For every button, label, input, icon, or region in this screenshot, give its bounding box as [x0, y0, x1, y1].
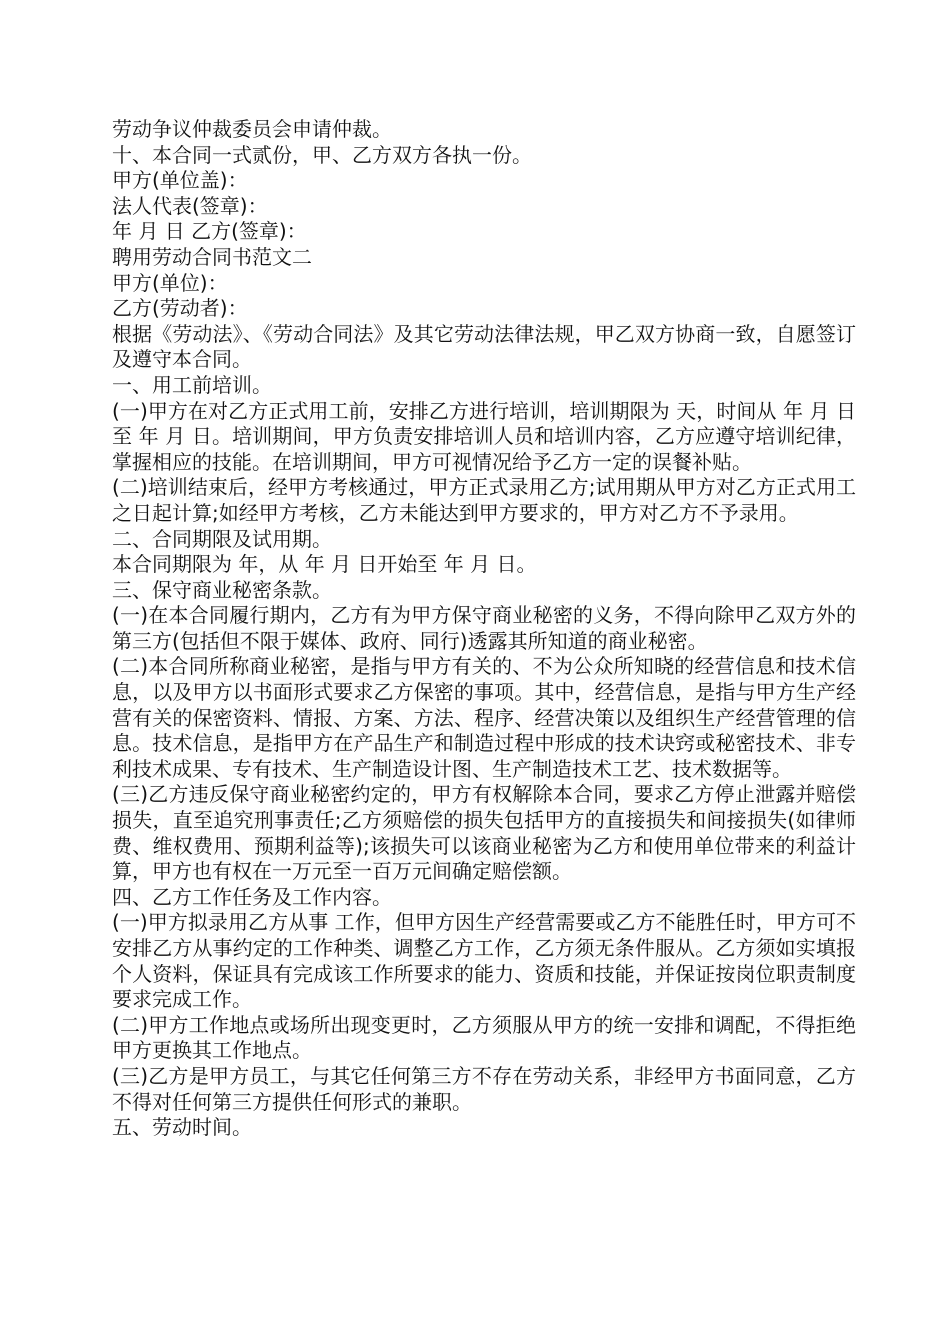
- paragraph-confidentiality-2: (二)本合同所称商业秘密，是指与甲方有关的、不为公众所知晓的经营信息和技术信息，以及甲方以书面形式要求乙方保密的事项。其中，经营信息，是指与甲方生产经营有关的保密资料、情报、方案、方法、程序、经营决策以及组织生产经营管理的信息。技术信息，是指甲方在产品生产和制造过程中形成的技术诀窍或秘密技术、非专利技术成果、专有技术、生产制造设计图、生产制造技术工艺、技术数据等。: [112, 654, 856, 781]
- section-heading-training: 一、用工前培训。: [112, 372, 272, 397]
- paragraph-party-b-worker: 乙方(劳动者)：: [112, 296, 248, 321]
- paragraph-date-party-b-signature: 年 月 日 乙方(签章)：: [112, 219, 307, 244]
- paragraph-duties-3: (三)乙方是甲方员工，与其它任何第三方不存在劳动关系，非经甲方书面同意，乙方不得对任何第三方提供任何形式的兼职。: [112, 1063, 856, 1114]
- paragraph-preamble: 根据《劳动法》、《劳动合同法》及其它劳动法律法规，甲乙双方协商一致，自愿签订及遵守本合同。: [112, 321, 856, 372]
- paragraph-term: 本合同期限为 年，从 年 月 日开始至 年 月 日。: [112, 552, 537, 577]
- paragraph-arbitration-end: 劳动争议仲裁委员会申请仲裁。: [112, 117, 392, 141]
- paragraph-duties-2: (二)甲方工作地点或场所出现变更时，乙方须服从甲方的统一安排和调配，不得拒绝甲方更换其工作地点。: [112, 1012, 856, 1063]
- paragraph-sample-two-title: 聘用劳动合同书范文二: [112, 244, 312, 269]
- paragraph-training-1: (一)甲方在对乙方正式用工前，安排乙方进行培训，培训期限为 天，时间从 年 月 日至 年 月 日。培训期间，甲方负责安排培训人员和培训内容，乙方应遵守培训纪律，掌握相应的技能。在培训期间，甲方可视情况给予乙方一定的误餐补贴。: [112, 398, 856, 474]
- paragraph-duties-1: (一)甲方拟录用乙方从事 工作，但甲方因生产经营需要或乙方不能胜任时，甲方可不安排乙方从事约定的工作种类、调整乙方工作，乙方须无条件服从。乙方须如实填报个人资料，保证具有完成该工作所要求的能力、资质和技能，并保证按岗位职责制度要求完成工作。: [112, 910, 856, 1012]
- section-heading-duties: 四、乙方工作任务及工作内容。: [112, 884, 392, 909]
- paragraph-confidentiality-1: (一)在本合同履行期内，乙方有为甲方保守商业秘密的义务，不得向除甲乙双方外的第三方(包括但不限于媒体、政府、同行)透露其所知道的商业秘密。: [112, 603, 856, 653]
- section-heading-confidentiality: 三、保守商业秘密条款。: [112, 577, 332, 602]
- paragraph-party-a-seal: 甲方(单位盖)：: [112, 168, 248, 193]
- paragraph-legal-rep-signature: 法人代表(签章)：: [112, 193, 268, 218]
- section-heading-working-hours: 五、劳动时间。: [112, 1115, 252, 1140]
- document-body: [112, 117, 856, 1141]
- paragraph-copies-clause: 十、本合同一式贰份，甲、乙方双方各执一份。: [112, 142, 532, 167]
- paragraph-training-2: (二)培训结束后，经甲方考核通过，甲方正式录用乙方;试用期从甲方对乙方正式用工之日起计算;如经甲方考核，乙方未能达到甲方要求的，甲方对乙方不予录用。: [112, 475, 856, 525]
- section-heading-term: 二、合同期限及试用期。: [112, 526, 332, 551]
- paragraph-confidentiality-3: (三)乙方违反保守商业秘密约定的，甲方有权解除本合同，要求乙方停止泄露并赔偿损失，直至追究刑事责任;乙方须赔偿的损失包括甲方的直接损失和间接损失(如律师费、维权费用、预期利益等);该损失可以该商业秘密为乙方和使用单位带来的利益计算，甲方也有权在一万元至一百万元间确定赔偿额。: [112, 782, 856, 884]
- paragraph-party-a-unit: 甲方(单位)：: [112, 270, 228, 295]
